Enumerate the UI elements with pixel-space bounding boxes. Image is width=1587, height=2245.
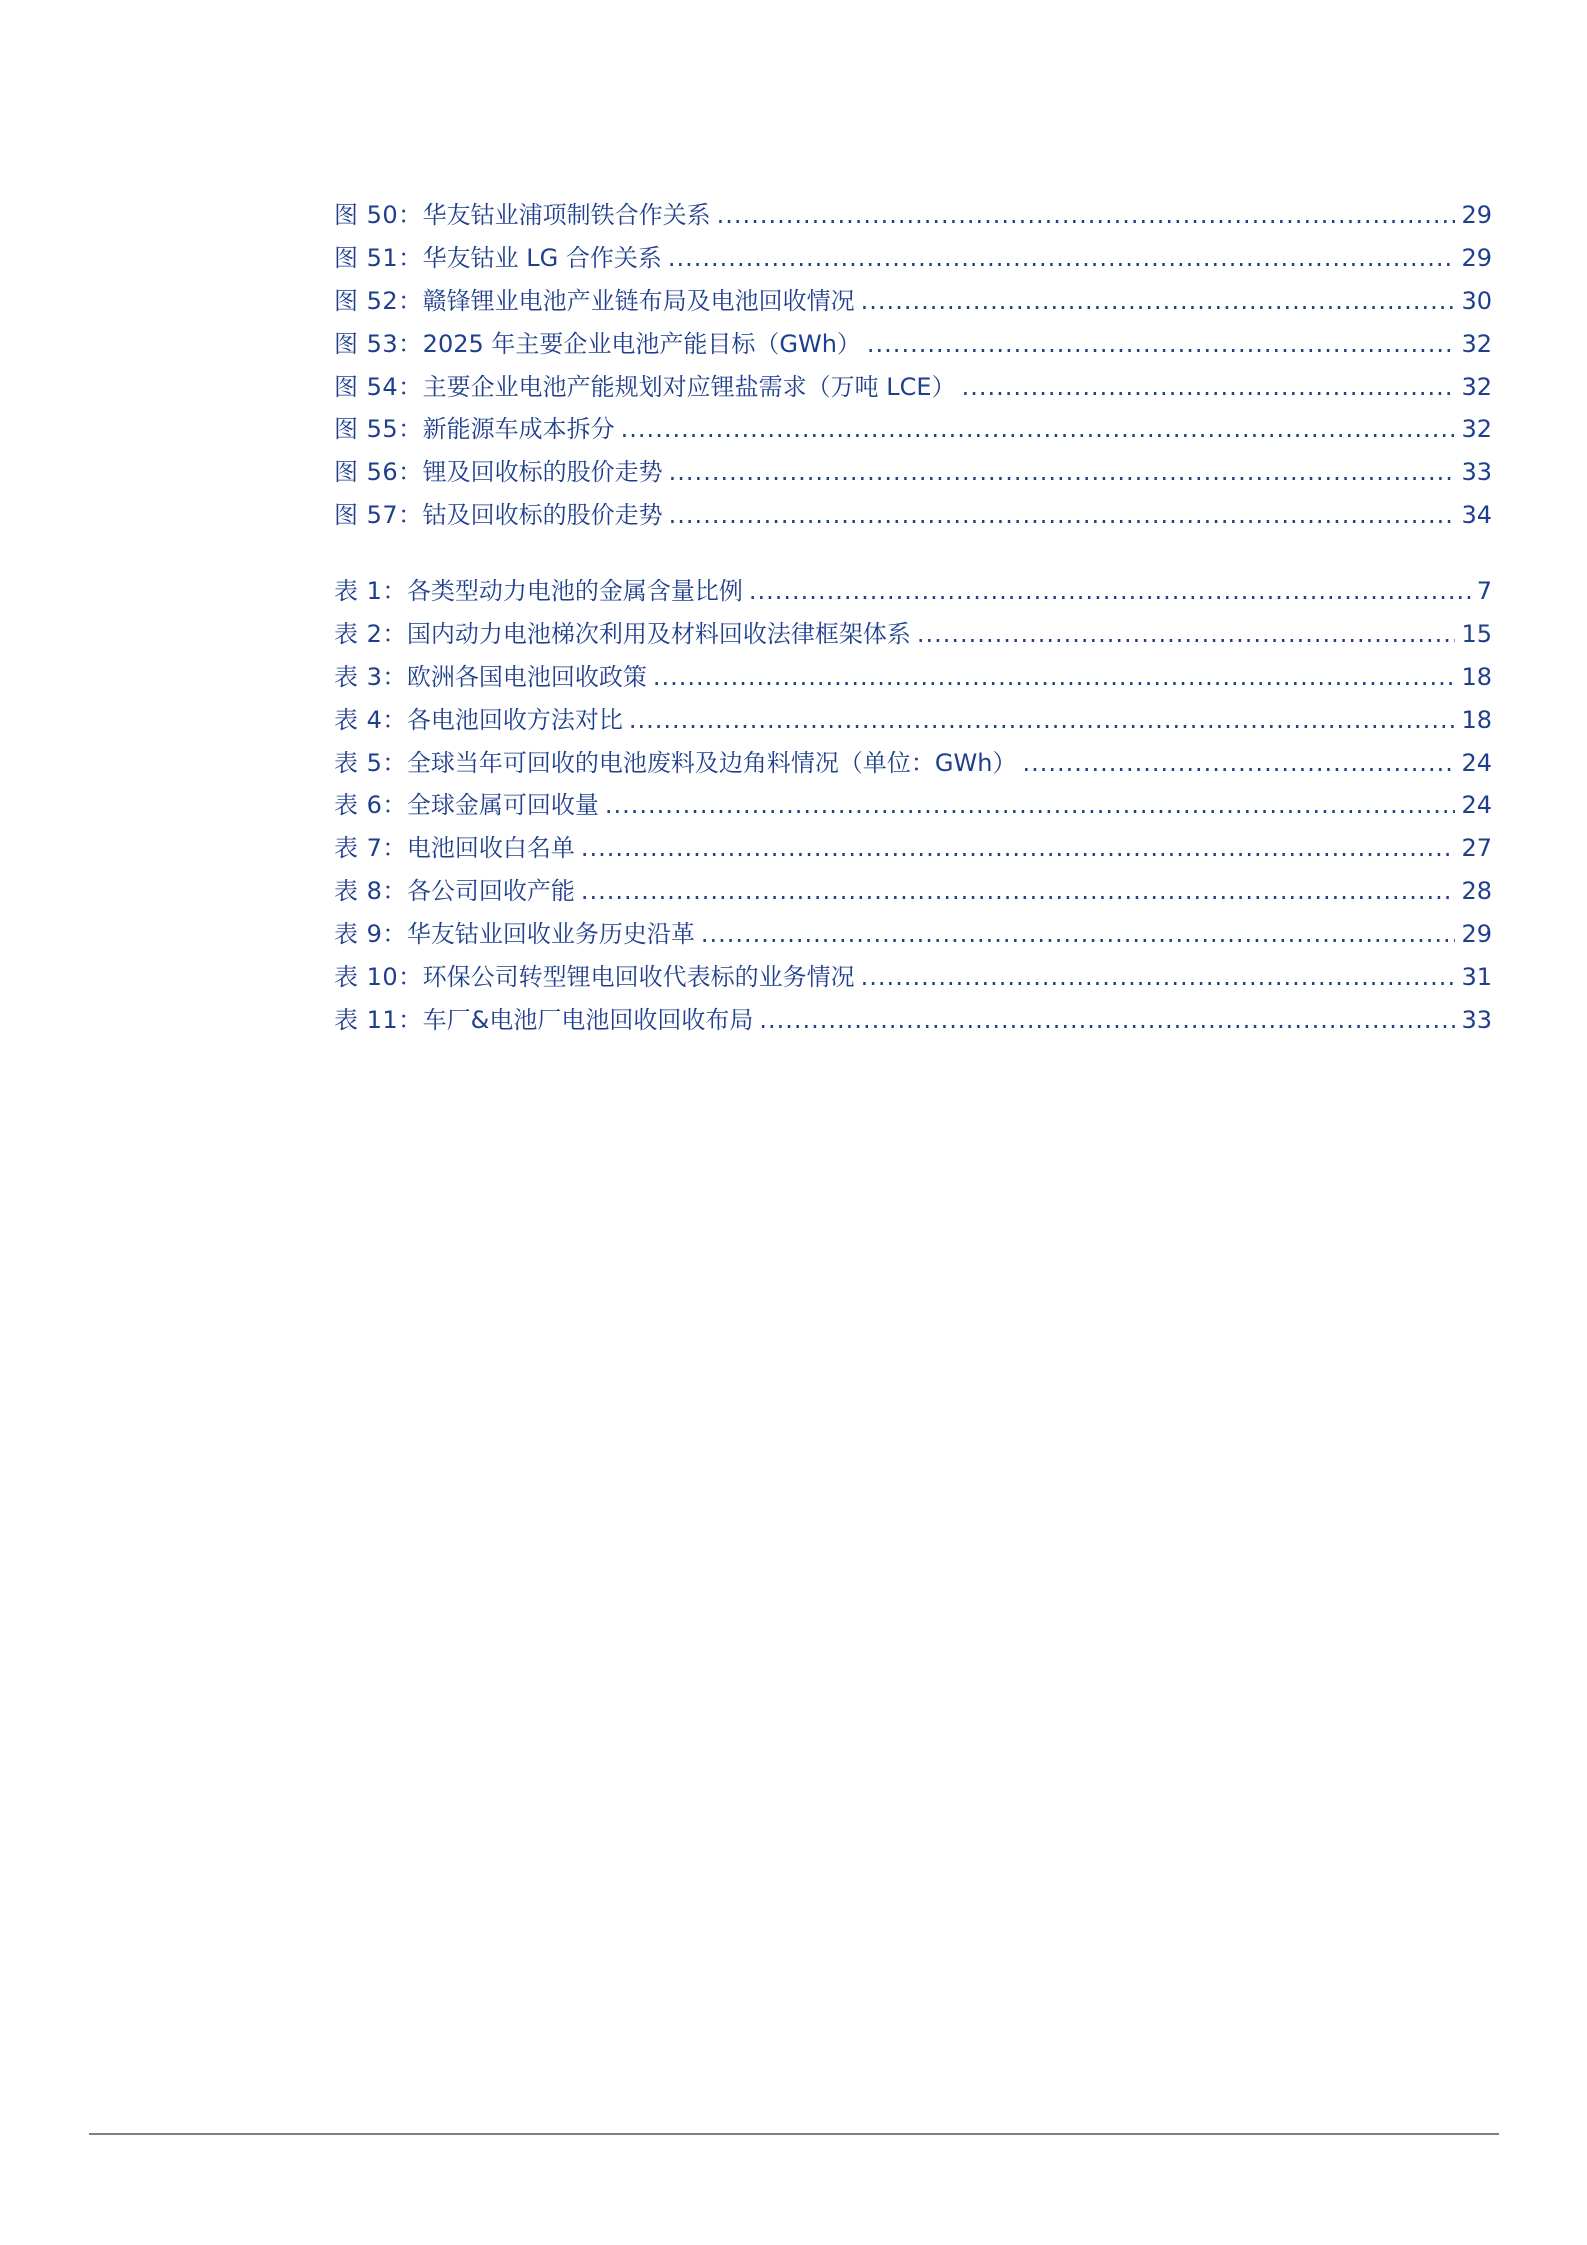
dot-leader — [653, 656, 1456, 699]
dot-leader — [581, 827, 1456, 870]
figure-toc-entry[interactable] — [334, 451, 1492, 494]
dot-leader — [621, 408, 1456, 451]
table-toc-title — [334, 656, 647, 699]
table-number-label: 表 2： — [334, 619, 407, 648]
figure-caption: 锂及回收标的股价走势 — [422, 458, 663, 487]
figure-toc-entry[interactable] — [334, 408, 1492, 451]
table-number-label: 表 8： — [334, 877, 407, 906]
dot-leader — [717, 194, 1456, 237]
dot-leader — [861, 956, 1456, 999]
page-number: 7 — [1476, 577, 1492, 605]
table-number-label: 表 9： — [334, 920, 407, 949]
table-toc-title — [334, 613, 911, 656]
table-caption: 各电池回收方法对比 — [406, 705, 623, 734]
figure-toc-entry[interactable] — [334, 280, 1492, 323]
figure-toc-entry[interactable] — [334, 494, 1492, 537]
footer-divider — [89, 2133, 1499, 2135]
dot-leader — [759, 999, 1455, 1042]
figure-caption: 主要企业电池产能规划对应锂盐需求（万吨 LCE） — [422, 372, 956, 401]
figure-toc-title — [334, 494, 663, 537]
dot-leader — [749, 570, 1471, 613]
dot-leader — [629, 699, 1456, 742]
table-number-label: 表 10： — [334, 963, 423, 992]
figure-toc-entry[interactable] — [334, 366, 1492, 409]
table-caption: 各公司回收产能 — [406, 877, 575, 906]
figure-number-label: 图 54： — [334, 372, 423, 401]
table-toc-entry[interactable] — [334, 742, 1492, 785]
page-number: 32 — [1461, 329, 1492, 358]
page-number: 30 — [1461, 286, 1492, 315]
figure-toc-title — [334, 408, 615, 451]
table-number-label: 表 3： — [334, 662, 407, 691]
dot-leader — [668, 237, 1456, 280]
table-toc-title — [334, 827, 575, 870]
table-number-label: 表 4： — [334, 705, 407, 734]
list-of-tables — [334, 570, 1492, 1042]
table-toc-title — [334, 999, 753, 1042]
table-toc-entry[interactable] — [334, 570, 1492, 613]
page-number: 24 — [1461, 748, 1492, 777]
page-number: 29 — [1461, 920, 1492, 949]
table-caption: 各类型动力电池的金属含量比例 — [406, 577, 743, 605]
page-number: 29 — [1461, 243, 1492, 272]
figure-caption: 新能源车成本拆分 — [422, 415, 615, 444]
table-caption: 全球当年可回收的电池废料及边角料情况（单位：GWh） — [406, 748, 1017, 777]
table-toc-entry[interactable] — [334, 656, 1492, 699]
page-number: 18 — [1461, 705, 1492, 734]
figure-number-label: 图 55： — [334, 415, 423, 444]
page-number: 34 — [1461, 501, 1492, 530]
table-toc-entry[interactable] — [334, 699, 1492, 742]
table-number-label: 表 1： — [334, 577, 407, 605]
list-of-figures — [334, 194, 1492, 537]
figure-caption: 2025 年主要企业电池产能目标（GWh） — [422, 329, 861, 358]
dot-leader — [701, 913, 1456, 956]
table-toc-title — [334, 570, 743, 613]
table-toc-title — [334, 784, 599, 827]
dot-leader — [962, 366, 1456, 409]
page-number: 24 — [1461, 791, 1492, 820]
table-number-label: 表 11： — [334, 1005, 423, 1034]
page-number: 33 — [1461, 458, 1492, 487]
table-caption: 车厂&电池厂电池回收回收布局 — [422, 1005, 754, 1034]
table-toc-entry[interactable] — [334, 956, 1492, 999]
figure-number-label: 图 53： — [334, 329, 423, 358]
figure-toc-title — [334, 194, 711, 237]
table-toc-entry[interactable] — [334, 999, 1492, 1042]
table-number-label: 表 7： — [334, 834, 407, 863]
figure-number-label: 图 57： — [334, 501, 423, 530]
dot-leader — [917, 613, 1456, 656]
figure-toc-title — [334, 237, 662, 280]
table-toc-title — [334, 699, 623, 742]
figure-caption: 华友钴业浦项制铁合作关系 — [422, 201, 711, 229]
dot-leader — [861, 280, 1456, 323]
page-number: 29 — [1461, 201, 1492, 229]
table-toc-entry[interactable] — [334, 827, 1492, 870]
figure-toc-title — [334, 280, 855, 323]
table-number-label: 表 6： — [334, 791, 407, 820]
table-toc-title — [334, 913, 695, 956]
dot-leader — [669, 451, 1456, 494]
page-number: 27 — [1461, 834, 1492, 863]
table-toc-entry[interactable] — [334, 784, 1492, 827]
page-number: 18 — [1461, 662, 1492, 691]
page-number: 31 — [1461, 963, 1492, 992]
table-caption: 电池回收白名单 — [406, 834, 575, 863]
figure-caption: 华友钴业 LG 合作关系 — [422, 243, 662, 272]
figure-toc-entry[interactable] — [334, 194, 1492, 237]
table-toc-title — [334, 742, 1016, 785]
figure-number-label: 图 51： — [334, 243, 423, 272]
dot-leader — [605, 784, 1456, 827]
figure-toc-entry[interactable] — [334, 323, 1492, 366]
figure-number-label: 图 56： — [334, 458, 423, 487]
figure-toc-title — [334, 366, 956, 409]
table-caption: 欧洲各国电池回收政策 — [406, 662, 647, 691]
page-number: 15 — [1461, 619, 1492, 648]
table-toc-entry[interactable] — [334, 913, 1492, 956]
page-number: 32 — [1461, 372, 1492, 401]
page-number: 33 — [1461, 1005, 1492, 1034]
page-number: 28 — [1461, 877, 1492, 906]
dot-leader — [581, 870, 1456, 913]
table-toc-title — [334, 956, 855, 999]
table-caption: 全球金属可回收量 — [406, 791, 599, 820]
table-caption: 国内动力电池梯次利用及材料回收法律框架体系 — [406, 619, 911, 648]
dot-leader — [1022, 742, 1455, 785]
table-toc-title — [334, 870, 575, 913]
dot-leader — [669, 494, 1456, 537]
page-number: 32 — [1461, 415, 1492, 444]
table-caption: 华友钴业回收业务历史沿革 — [406, 920, 695, 949]
figure-toc-title — [334, 451, 663, 494]
figure-toc-entry[interactable] — [334, 237, 1492, 280]
table-number-label: 表 5： — [334, 748, 407, 777]
table-caption: 环保公司转型锂电回收代表标的业务情况 — [422, 963, 855, 992]
figure-toc-title — [334, 323, 861, 366]
dot-leader — [867, 323, 1456, 366]
table-toc-entry[interactable] — [334, 870, 1492, 913]
figure-number-label: 图 52： — [334, 286, 423, 315]
figure-caption: 赣锋锂业电池产业链布局及电池回收情况 — [422, 286, 855, 315]
figure-caption: 钴及回收标的股价走势 — [422, 501, 663, 530]
figure-number-label: 图 50： — [334, 201, 423, 229]
table-toc-entry[interactable] — [334, 613, 1492, 656]
